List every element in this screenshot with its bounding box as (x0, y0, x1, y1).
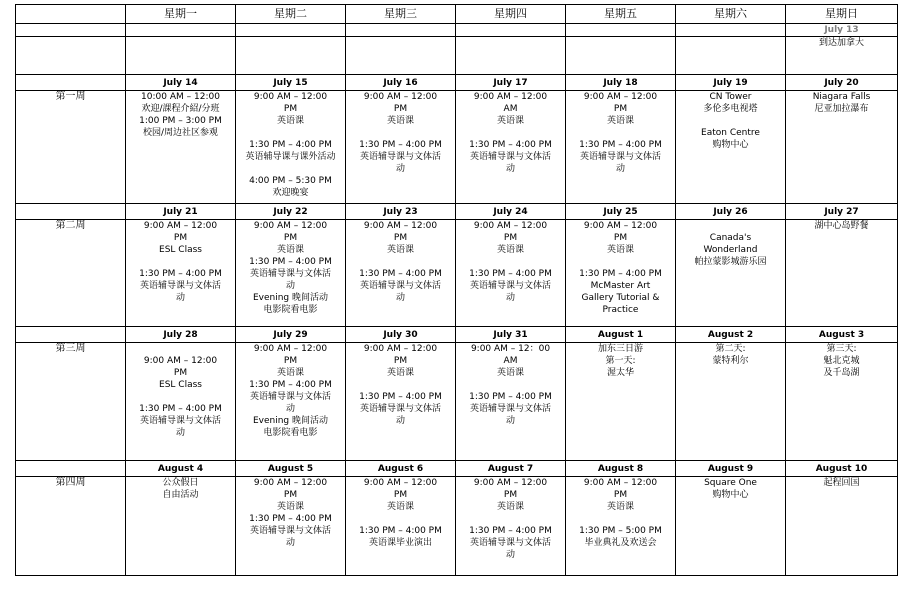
cell-line: 英语课 (386, 368, 414, 378)
cell-line: 9:00 AM – 12:00 (143, 356, 218, 366)
activity-cell (676, 220, 786, 327)
cell-line: 英语课 (386, 502, 414, 512)
cell-line: 帕拉蒙影城游乐园 (694, 257, 767, 267)
cell-line: PM (503, 233, 518, 243)
date-cell: July 24 (456, 204, 566, 220)
empty-cell (126, 24, 236, 37)
cell-line: 英语课 (276, 368, 304, 378)
cell-line: 英语辅导课与文体活 (249, 269, 331, 279)
cell-line: 9:00 AM – 12:00 (253, 344, 328, 354)
cell-line: 英语课 (606, 502, 634, 512)
cell-line: 电影院看电影 (263, 305, 318, 315)
date-cell: July 16 (346, 75, 456, 91)
activity-cell (676, 343, 786, 461)
cell-line: PM (613, 490, 628, 500)
empty-cell (566, 24, 676, 37)
header-row (16, 5, 898, 24)
cell-line: 英语课 (496, 368, 524, 378)
activity-cell (676, 477, 786, 576)
cell-line: 9:00 AM – 12:00 (253, 92, 328, 102)
cell-line: 动 (395, 293, 405, 303)
cell-line: 英语课 (276, 116, 304, 126)
arrival-cell (786, 37, 898, 75)
cell-line: 魁北克城 (823, 356, 860, 366)
empty-cell (346, 37, 456, 75)
cell-line: 1:30 PM – 4:00 PM (579, 269, 662, 279)
cell-line: PM (613, 233, 628, 243)
cell-line: PM (173, 368, 188, 378)
cell-line (568, 513, 673, 525)
cell-line: 英语课 (606, 116, 634, 126)
day-header: 星期日 (786, 5, 898, 24)
cell-line: Canada's (709, 233, 752, 243)
cell-line: 1:30 PM – 4:00 PM (139, 269, 222, 279)
date-cell: August 4 (126, 461, 236, 477)
date-cell: July 23 (346, 204, 456, 220)
cell-line: 9:00 AM – 12:00 (473, 478, 548, 488)
pre-date-row (16, 24, 898, 37)
cell-line: Eaton Centre (701, 128, 760, 138)
cell-line: PM (393, 233, 408, 243)
cell-line: 1:30 PM – 5:00 PM (579, 526, 662, 536)
cell-line: 1:30 PM – 4:00 PM (249, 380, 332, 390)
cell-line: PM (613, 104, 628, 114)
cell-line: 英语辅导课与文体活 (469, 404, 551, 414)
cell-line: 动 (505, 550, 515, 560)
empty-cell (126, 37, 236, 75)
cell-line (568, 256, 673, 268)
empty-cell (16, 461, 126, 477)
cell-line: 英语辅导课与文体活 (139, 416, 221, 426)
cell-line: 1:30 PM – 4:00 PM (469, 269, 552, 279)
empty-cell (16, 75, 126, 91)
cell-line: 9:00 AM – 12:00 (473, 221, 548, 231)
cell-line: 校园/周边社区参观 (142, 128, 219, 138)
activity-cell (456, 220, 566, 327)
cell-line: 动 (175, 293, 185, 303)
day-header: 星期三 (346, 5, 456, 24)
date-row (16, 461, 898, 477)
cell-line: 多伦多电视塔 (703, 104, 758, 114)
cell-line: 英语课 (276, 502, 304, 512)
activity-cell (566, 477, 676, 576)
empty-cell (16, 37, 126, 75)
day-header: 星期六 (676, 5, 786, 24)
cell-line: 蒙特利尔 (712, 356, 749, 366)
cell-line: 英语辅导课与文体活 (469, 538, 551, 548)
week-label: 第一周 (16, 91, 126, 204)
cell-line: Evening 晚间活动 (252, 293, 329, 303)
activity-cell (456, 477, 566, 576)
cell-line: 购物中心 (712, 140, 749, 150)
cell-line: 动 (285, 281, 295, 291)
empty-cell (566, 37, 676, 75)
cell-line: 动 (505, 293, 515, 303)
empty-cell (676, 24, 786, 37)
cell-line (458, 379, 563, 391)
cell-line: 英语辅导课与文体活 (139, 281, 221, 291)
cell-line: 1:30 PM – 4:00 PM (249, 140, 332, 150)
date-cell: August 7 (456, 461, 566, 477)
cell-line: 英语辅导课与文体活 (359, 404, 441, 414)
date-cell: August 9 (676, 461, 786, 477)
empty-cell (236, 24, 346, 37)
activity-cell (126, 343, 236, 461)
cell-line: Evening 晚间活动 (252, 416, 329, 426)
cell-line (348, 513, 453, 525)
cell-line: PM (283, 490, 298, 500)
activity-cell (236, 343, 346, 461)
cell-line: 英语课毕业演出 (368, 538, 432, 548)
cell-line: 动 (285, 538, 295, 548)
cell-line (678, 115, 783, 127)
cell-line: 9:00 AM – 12:00 (143, 221, 218, 231)
cell-line: 第一天: (605, 356, 636, 366)
cell-line: 9:00 AM – 12:00 (583, 221, 658, 231)
cell-line (238, 127, 343, 139)
activity-cell (566, 91, 676, 204)
cell-line: 英语课 (386, 245, 414, 255)
cell-line: PM (393, 490, 408, 500)
cell-line: 加东三日游 (597, 344, 643, 354)
activity-cell (236, 220, 346, 327)
activity-cell (786, 343, 898, 461)
activity-cell (126, 477, 236, 576)
activity-cell (566, 220, 676, 327)
day-header: 星期二 (236, 5, 346, 24)
cell-line: 9:00 AM – 12:00 (253, 478, 328, 488)
cell-line: PM (393, 104, 408, 114)
cell-line: 9:00 AM – 12:00 (363, 478, 438, 488)
cell-line: 自由活动 (162, 490, 199, 500)
week-row (16, 343, 898, 461)
date-cell: August 6 (346, 461, 456, 477)
cell-line: AM (503, 104, 518, 114)
pre-week-row (16, 37, 898, 75)
date-cell: August 2 (676, 327, 786, 343)
activity-cell (126, 220, 236, 327)
cell-line: Practice (602, 305, 639, 315)
empty-cell (236, 37, 346, 75)
cell-line (128, 391, 233, 403)
cell-line: 欢迎晚宴 (272, 188, 309, 198)
cell-line: 及千岛湖 (823, 368, 860, 378)
date-cell: August 1 (566, 327, 676, 343)
cell-line (128, 256, 233, 268)
cell-line: ESL Class (159, 245, 202, 255)
activity-cell (346, 91, 456, 204)
date-cell: July 20 (786, 75, 898, 91)
cell-line: Niagara Falls (812, 92, 871, 102)
cell-line: 1:00 PM – 3:00 PM (139, 116, 222, 126)
cell-line: 1:30 PM – 4:00 PM (359, 392, 442, 402)
activity-cell (786, 91, 898, 204)
empty-cell (456, 24, 566, 37)
cell-line: 1:30 PM – 4:00 PM (359, 526, 442, 536)
cell-line: Square One (704, 478, 757, 488)
cell-line (128, 343, 233, 355)
cell-line: 尼亚加拉瀑布 (814, 104, 869, 114)
cell-line: 电影院看电影 (263, 428, 318, 438)
cell-line: 英语课 (386, 116, 414, 126)
cell-line: 英语辅导课与文体活 (359, 152, 441, 162)
cell-line: PM (173, 233, 188, 243)
cell-line (678, 220, 783, 232)
date-cell: July 17 (456, 75, 566, 91)
cell-line: 起程回国 (823, 478, 860, 488)
cell-line: AM (503, 356, 518, 366)
date-cell: August 8 (566, 461, 676, 477)
date-row (16, 327, 898, 343)
empty-cell (16, 327, 126, 343)
activity-cell (236, 91, 346, 204)
cell-line: 英语辅导课与文体活 (469, 281, 551, 291)
cell-line: PM (393, 356, 408, 366)
week-row (16, 91, 898, 204)
cell-line: ESL Class (159, 380, 202, 390)
day-header: 星期五 (566, 5, 676, 24)
cell-line: 英语辅导课与文体活 (359, 281, 441, 291)
day-header: 星期四 (456, 5, 566, 24)
cell-line: 英语辅导课与文体活 (469, 152, 551, 162)
cell-line: McMaster Art (590, 281, 651, 291)
cell-line (458, 127, 563, 139)
cell-line: 9:00 AM – 12:00 (583, 92, 658, 102)
cell-line: 9:00 AM – 12：00 (470, 344, 551, 354)
activity-cell (346, 220, 456, 327)
date-cell: July 14 (126, 75, 236, 91)
arrival-date-text: July 13 (824, 25, 859, 35)
cell-line: 1:30 PM – 4:00 PM (579, 140, 662, 150)
cell-line: 英语课 (496, 116, 524, 126)
cell-line (568, 127, 673, 139)
arrival-text: 到达加拿大 (818, 38, 864, 48)
date-cell: July 31 (456, 327, 566, 343)
cell-line: 1:30 PM – 4:00 PM (469, 140, 552, 150)
date-cell: July 15 (236, 75, 346, 91)
cell-line: 1:30 PM – 4:00 PM (469, 526, 552, 536)
date-cell: August 3 (786, 327, 898, 343)
cell-line: 动 (395, 416, 405, 426)
cell-line: 1:30 PM – 4:00 PM (469, 392, 552, 402)
cell-line: 9:00 AM – 12:00 (363, 221, 438, 231)
cell-line: 第三天: (826, 344, 857, 354)
arrival-date (786, 24, 898, 37)
cell-line: 9:00 AM – 12:00 (583, 478, 658, 488)
cell-line: 英语课 (276, 245, 304, 255)
cell-line: 动 (285, 404, 295, 414)
cell-line: Gallery Tutorial & (581, 293, 660, 303)
cell-line: 1:30 PM – 4:00 PM (249, 514, 332, 524)
date-cell: August 5 (236, 461, 346, 477)
cell-line: PM (283, 104, 298, 114)
cell-line: 英语辅导课与文体活 (579, 152, 661, 162)
day-header: 星期一 (126, 5, 236, 24)
date-row (16, 75, 898, 91)
cell-line: 购物中心 (712, 490, 749, 500)
cell-line: 英语课 (496, 245, 524, 255)
cell-line: 1:30 PM – 4:00 PM (359, 269, 442, 279)
cell-line: 公众假日 (162, 478, 199, 488)
cell-line: 第二天: (715, 344, 746, 354)
cell-line (348, 127, 453, 139)
cell-line: Wonderland (703, 245, 758, 255)
date-row (16, 204, 898, 220)
cell-line: PM (503, 490, 518, 500)
empty-cell (16, 204, 126, 220)
date-cell: July 26 (676, 204, 786, 220)
cell-line: 9:00 AM – 12:00 (363, 344, 438, 354)
week-label: 第三周 (16, 343, 126, 461)
date-cell: July 28 (126, 327, 236, 343)
date-cell: July 21 (126, 204, 236, 220)
cell-line: 动 (505, 416, 515, 426)
empty-cell (456, 37, 566, 75)
cell-line (348, 379, 453, 391)
cell-line: 9:00 AM – 12:00 (253, 221, 328, 231)
cell-line: 英语课 (496, 502, 524, 512)
cell-line (458, 513, 563, 525)
activity-cell (566, 343, 676, 461)
empty-cell (676, 37, 786, 75)
cell-line: 动 (395, 164, 405, 174)
cell-line (458, 256, 563, 268)
date-cell: July 29 (236, 327, 346, 343)
schedule-table (15, 4, 898, 576)
activity-cell (676, 91, 786, 204)
empty-cell (346, 24, 456, 37)
cell-line: 1:30 PM – 4:00 PM (249, 257, 332, 267)
week-row (16, 477, 898, 576)
cell-line: 动 (505, 164, 515, 174)
cell-line: 9:00 AM – 12:00 (473, 92, 548, 102)
activity-cell (786, 220, 898, 327)
cell-line: 10:00 AM – 12:00 (141, 92, 220, 102)
cell-line: CN Tower (709, 92, 752, 102)
date-cell: July 18 (566, 75, 676, 91)
cell-line: 动 (175, 428, 185, 438)
date-cell: August 10 (786, 461, 898, 477)
cell-line: 欢迎/課程介紹/分班 (141, 104, 220, 114)
cell-line: 英语辅导课与课外活动 (245, 152, 336, 162)
cell-line: 9:00 AM – 12:00 (363, 92, 438, 102)
date-cell: July 22 (236, 204, 346, 220)
date-cell: July 27 (786, 204, 898, 220)
empty-cell (16, 24, 126, 37)
cell-line: 1:30 PM – 4:00 PM (359, 140, 442, 150)
week-row (16, 220, 898, 327)
cell-line: 渥太华 (606, 368, 634, 378)
activity-cell (456, 343, 566, 461)
cell-line: 英语辅导课与文体活 (249, 392, 331, 402)
date-cell: July 19 (676, 75, 786, 91)
date-cell: July 25 (566, 204, 676, 220)
cell-line: 毕业典礼及欢送会 (584, 538, 657, 548)
corner-cell (16, 5, 126, 24)
activity-cell (786, 477, 898, 576)
activity-cell (236, 477, 346, 576)
cell-line: 4:00 PM – 5:30 PM (249, 176, 332, 186)
activity-cell (126, 91, 236, 204)
cell-line: 1:30 PM – 4:00 PM (139, 404, 222, 414)
cell-line: PM (283, 233, 298, 243)
cell-line: 英语课 (606, 245, 634, 255)
date-cell: July 30 (346, 327, 456, 343)
cell-line: 英语辅导课与文体活 (249, 526, 331, 536)
cell-line (238, 163, 343, 175)
activity-cell (456, 91, 566, 204)
cell-line: 动 (615, 164, 625, 174)
activity-cell (346, 343, 456, 461)
week-label: 第二周 (16, 220, 126, 327)
cell-line: PM (283, 356, 298, 366)
cell-line: 湖中心岛野餐 (814, 221, 869, 231)
week-label: 第四周 (16, 477, 126, 576)
cell-line (348, 256, 453, 268)
activity-cell (346, 477, 456, 576)
